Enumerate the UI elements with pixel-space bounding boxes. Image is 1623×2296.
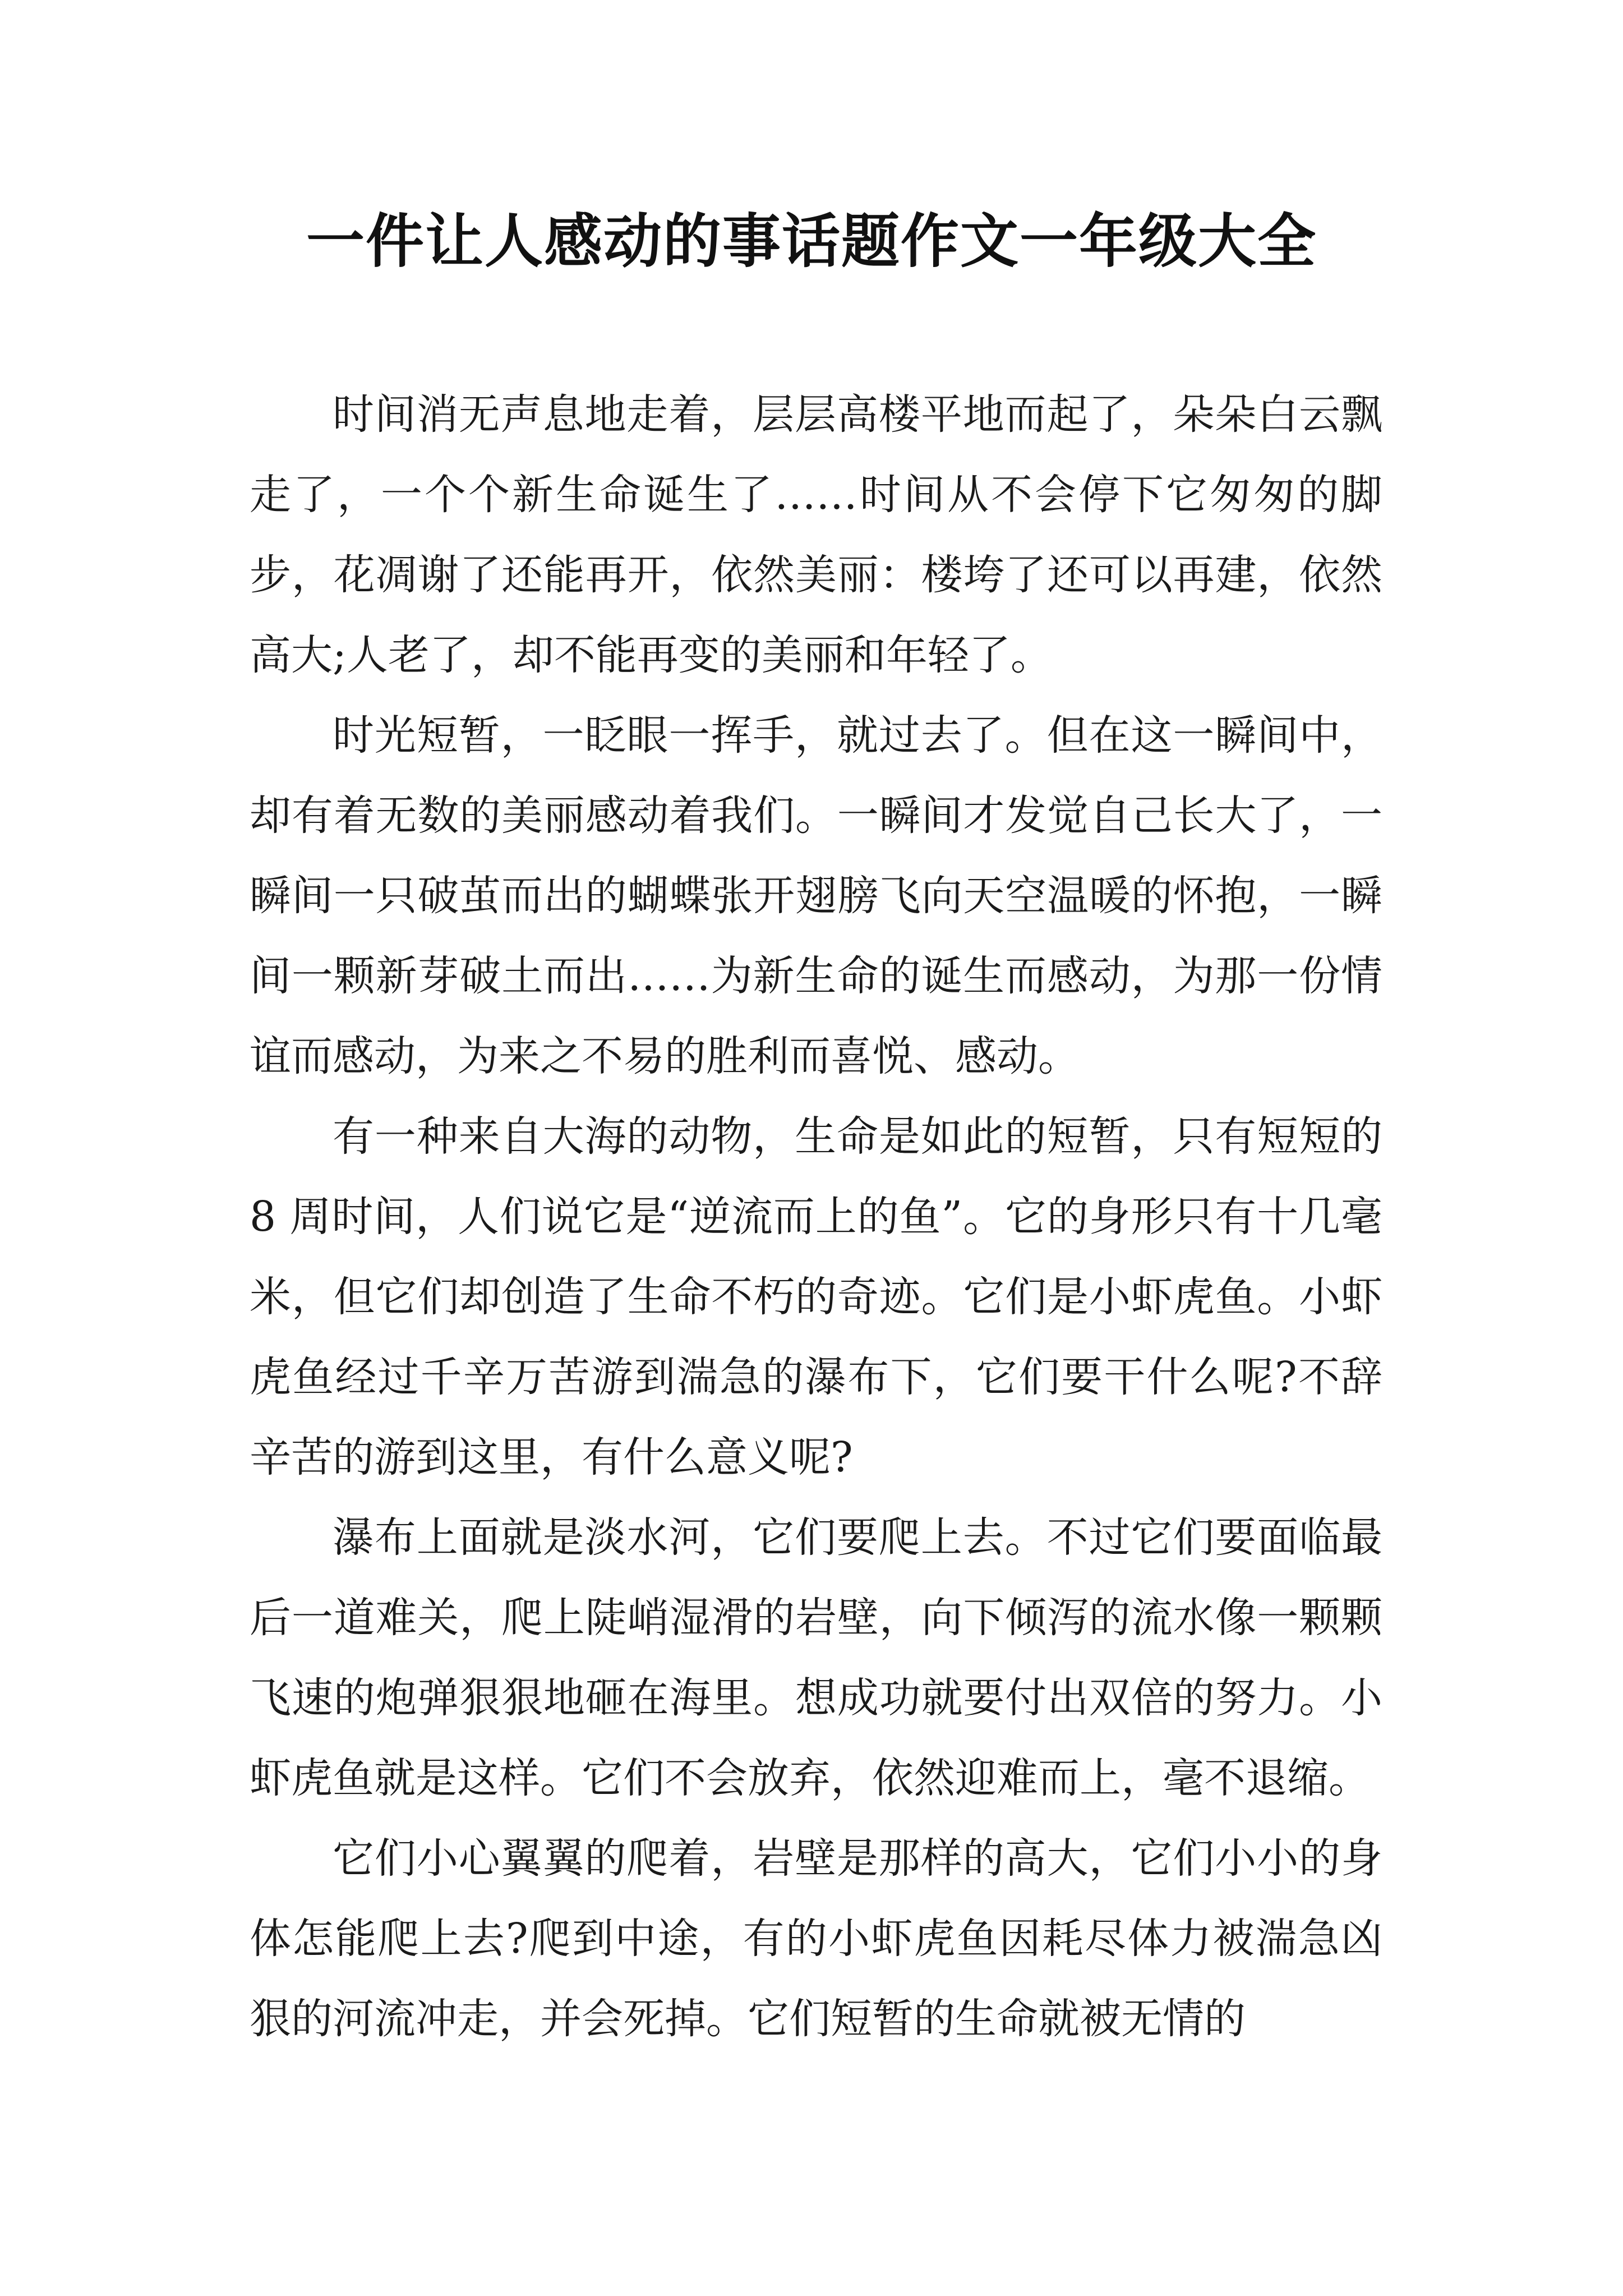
paragraph-5: 它们小心翼翼的爬着，岩壁是那样的高大，它们小小的身体怎能爬上去?爬到中途，有的小虾虎鱼因耗尽体力被湍急凶狠的河流冲走，并会死掉。它们短暂的生命就被无情的: [250, 1834, 1382, 2043]
document-title: 一件让人感动的事话题作文一年级大全: [306, 207, 1317, 275]
paragraph-1: 时间消无声息地走着，层层高楼平地而起了，朵朵白云飘走了，一个个新生命诞生了……时间从不会停下它匆匆的脚步，花凋谢了还能再开，依然美丽：楼垮了还可以再建，依然高大;人老了，却不能再变的美丽和年轻了。: [250, 390, 1382, 679]
document-body: [250, 375, 1382, 2059]
paragraph-3: 有一种来自大海的动物，生命是如此的短暂，只有短短的 8 周时间，人们说它是“逆流而上的鱼”。它的身形只有十几毫米，但它们却创造了生命不朽的奇迹。它们是小虾虎鱼。小虾虎鱼经过千辛万苦游到湍急的瀑布下，它们要干什么呢?不辞辛苦的游到这里，有什么意义呢?: [250, 1112, 1382, 1481]
paragraph-4: 瀑布上面就是淡水河，它们要爬上去。不过它们要面临最后一道难关，爬上陡峭湿滑的岩壁，向下倾泻的流水像一颗颗飞速的炮弹狠狠地砸在海里。想成功就要付出双倍的努力。小虾虎鱼就是这样。它们不会放弃，依然迎难而上，毫不退缩。: [250, 1513, 1382, 1802]
paragraph-2: 时光短暂，一眨眼一挥手，就过去了。但在这一瞬间中，却有着无数的美丽感动着我们。一瞬间才发觉自己长大了，一瞬间一只破茧而出的蝴蝶张开翅膀飞向天空温暖的怀抱，一瞬间一颗新芽破土而出……为新生命的诞生而感动，为那一份情谊而感动，为来之不易的胜利而喜悦、感动。: [250, 711, 1382, 1080]
